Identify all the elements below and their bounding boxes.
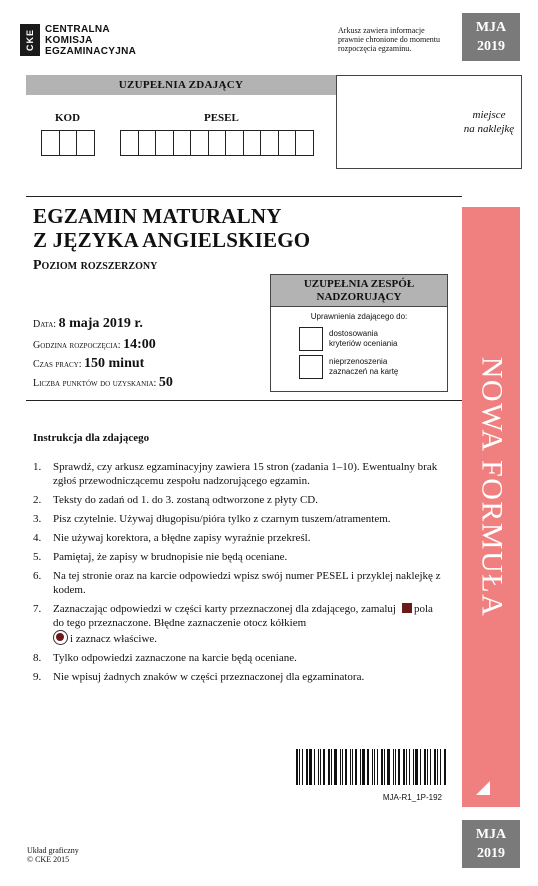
no-transfer-label-line1: nieprzenoszenia [329,357,388,366]
barcode-bar [362,749,365,785]
divider-middle [26,400,462,401]
instruction-item [33,602,443,646]
exam-points-label: Liczba punktów do uzyskania: [33,378,157,389]
instruction-text: i zaznacz właściwe. [70,633,158,645]
barcode-bar [409,749,410,785]
instructions-list [33,460,443,689]
divider-top [26,196,462,197]
barcode-bar [393,749,394,785]
barcode-bar [352,749,353,785]
barcode-bar [440,749,441,785]
barcode-bar [434,749,436,785]
barcode-bar [387,749,390,785]
kod-cell[interactable] [41,130,60,156]
pesel-field[interactable] [120,130,313,156]
instruction-text: pola do tego przeznaczone. Błędne zaznaczenie otocz kółkiem [53,603,433,629]
barcode-bar [328,749,330,785]
barcode-bar [309,749,312,785]
pesel-cell[interactable] [155,130,174,156]
instruction-number: 9. [33,671,42,683]
instruction-number: 8. [33,652,42,664]
logo-line-1: CENTRALNA [45,24,110,35]
barcode-bar [406,749,407,785]
instruction-item [33,651,443,665]
instruction-number: 1. [33,461,42,473]
supervisor-header-line1: UZUPEŁNIA ZESPÓŁ [303,278,415,290]
exam-code-bottom-line1: MJA [475,827,507,842]
adjusted-criteria-label-line1: dostosowania [329,329,378,338]
instruction-text: Teksty do zadań od 1. do 3. zostaną odtworzone z płyty CD. [53,494,319,506]
barcode-bar [398,749,400,785]
barcode-bar [374,749,375,785]
pesel-cell[interactable] [138,130,157,156]
instruction-number: 7. [33,603,42,615]
instruction-text: Na tej stronie oraz na karcie odpowiedzi wpisz swój numer PESEL i przyklej naklejkę z kodem. [53,570,441,596]
instruction-item [33,493,443,507]
exam-points [33,375,173,391]
instruction-item [33,512,443,526]
pesel-cell[interactable] [208,130,227,156]
exam-points-value: 50 [158,375,173,390]
barcode-bar [384,749,385,785]
exam-date-value: 8 maja 2019 r. [58,316,143,331]
pesel-cell[interactable] [295,130,314,156]
barcode-label: MJA-R1_1P-192 [382,793,442,802]
exam-duration [33,356,144,372]
adjusted-criteria-checkbox[interactable] [299,327,323,351]
adjusted-criteria-label-line2: kryteriów oceniania [329,339,398,348]
sticker-placeholder [336,75,522,169]
exam-code-top [462,13,520,61]
candidate-section-header: UZUPEŁNIA ZDAJĄCY [26,75,336,95]
footer-line-2: © CKE 2015 [27,855,70,864]
barcode-bar [367,749,369,785]
confidentiality-notice: Arkusz zawiera informacje prawnie chronione do momentu rozpoczęcia egzaminu. [338,26,440,53]
pesel-cell[interactable] [243,130,262,156]
barcode-bar [323,749,325,785]
instruction-number: 5. [33,551,42,563]
exam-duration-value: 150 minut [84,356,145,371]
barcode-bar [430,749,431,785]
barcode-bar [314,749,315,785]
barcode-bar [355,749,357,785]
exam-start [33,337,156,353]
instruction-text: Sprawdź, czy arkusz egzaminacyjny zawiera 15 stron (zadania 1–10). Ewentualny brak zgłoś przewodniczącemu zespołu nadzorującego egzamin. [53,461,438,487]
barcode-bar [437,749,438,785]
instruction-text: Zaznaczając odpowiedzi w części karty przeznaczonej dla zdającego, zamaluj [53,603,396,615]
adjusted-criteria-option [299,327,439,351]
supervisor-box [270,274,448,392]
kod-field[interactable] [41,130,94,156]
exam-code-bottom [462,820,520,868]
barcode-bar [306,749,308,785]
barcode-bar [342,749,343,785]
exam-code-top-line2: 2019 [477,39,505,54]
sticker-line-2: na naklejkę [463,123,515,135]
pesel-cell[interactable] [278,130,297,156]
exam-title-line1: EGZAMIN MATURALNY [33,204,282,228]
barcode-bar [420,749,421,785]
barcode [296,749,448,785]
barcode-bar [427,749,428,785]
exam-code-top-line1: MJA [475,20,507,35]
exam-code-bottom-line2: 2019 [477,846,505,861]
supervisor-header [271,275,447,307]
exam-start-label: Godzina rozpoczęcia: [33,340,121,351]
sticker-line-1: miejsce [472,109,506,121]
instruction-number: 4. [33,532,42,544]
barcode-bar [413,749,414,785]
banner-text: NOWA FORMUŁA [475,356,508,618]
instruction-item [33,460,443,488]
exam-title-line2: Z JĘZYKA ANGIELSKIEGO [33,228,311,252]
barcode-bar [334,749,337,785]
instruction-text: Nie używaj korektora, a błędne zapisy wyraźnie przekreśl. [53,532,311,544]
footer-line-1: Układ graficzny [27,846,79,855]
exam-start-value: 14:00 [123,337,156,352]
barcode-bar [345,749,347,785]
barcode-bar [320,749,321,785]
logo-line-3: EGZAMINACYJNA [45,46,137,57]
circled-mark-icon [53,630,68,645]
barcode-bar [360,749,361,785]
kod-cell[interactable] [76,130,95,156]
barcode-bar [340,749,341,785]
pesel-label: PESEL [204,112,239,124]
instruction-item [33,550,443,564]
barcode-bar [395,749,396,785]
kod-cell[interactable] [59,130,78,156]
instruction-number: 2. [33,494,42,506]
barcode-bar [318,749,319,785]
footer-credit [27,846,79,864]
cke-logo-text [45,24,136,57]
banner-corner-mark [476,781,490,795]
banner-text-wrap [462,207,520,767]
pesel-cell[interactable] [173,130,192,156]
barcode-bar [302,749,303,785]
instructions-title: Instrukcja dla zdającego [33,432,150,444]
adjusted-criteria-label [329,329,397,349]
barcode-bar [444,749,446,785]
barcode-bar [350,749,351,785]
barcode-bar [296,749,298,785]
instruction-text: Nie wpisuj żadnych znaków w części przeznaczonej dla egzaminatora. [53,671,365,683]
supervisor-header-line2: NADZORUJĄCY [316,291,402,303]
pesel-cell[interactable] [120,130,139,156]
instruction-item [33,531,443,545]
instruction-number: 6. [33,570,42,582]
cke-logo-mark: CKE [20,24,40,56]
instruction-text: Tylko odpowiedzi zaznaczone na karcie będą oceniane. [53,652,297,664]
pesel-cell[interactable] [225,130,244,156]
barcode-bar [415,749,418,785]
exam-level: Poziom rozszerzony [33,258,158,273]
barcode-bar [381,749,383,785]
instruction-item [33,569,443,597]
filled-square-icon [402,603,412,613]
pesel-cell[interactable] [260,130,279,156]
logo-line-2: KOMISJA [45,35,93,46]
no-transfer-label-line2: zaznaczeń na kartę [329,367,399,376]
supervisor-subtitle: Uprawnienia zdającego do: [310,312,408,321]
instruction-text: Pamiętaj, że zapisy w brudnopisie nie będą oceniane. [53,551,288,563]
pesel-cell[interactable] [190,130,209,156]
barcode-bar [299,749,300,785]
new-formula-banner [462,207,520,807]
no-transfer-label [329,357,398,377]
barcode-bar [331,749,332,785]
no-transfer-checkbox[interactable] [299,355,323,379]
barcode-bar [372,749,373,785]
barcode-bar [377,749,378,785]
exam-duration-label: Czas pracy: [33,359,82,370]
no-transfer-option [299,355,439,379]
exam-date-label: Data: [33,319,57,330]
exam-date [33,316,143,332]
instruction-number: 3. [33,513,42,525]
kod-label: KOD [55,112,81,124]
barcode-bar [424,749,426,785]
barcode-bar [403,749,405,785]
instruction-text: Pisz czytelnie. Używaj długopisu/pióra tylko z czarnym tuszem/atramentem. [53,513,391,525]
instruction-item [33,670,443,684]
